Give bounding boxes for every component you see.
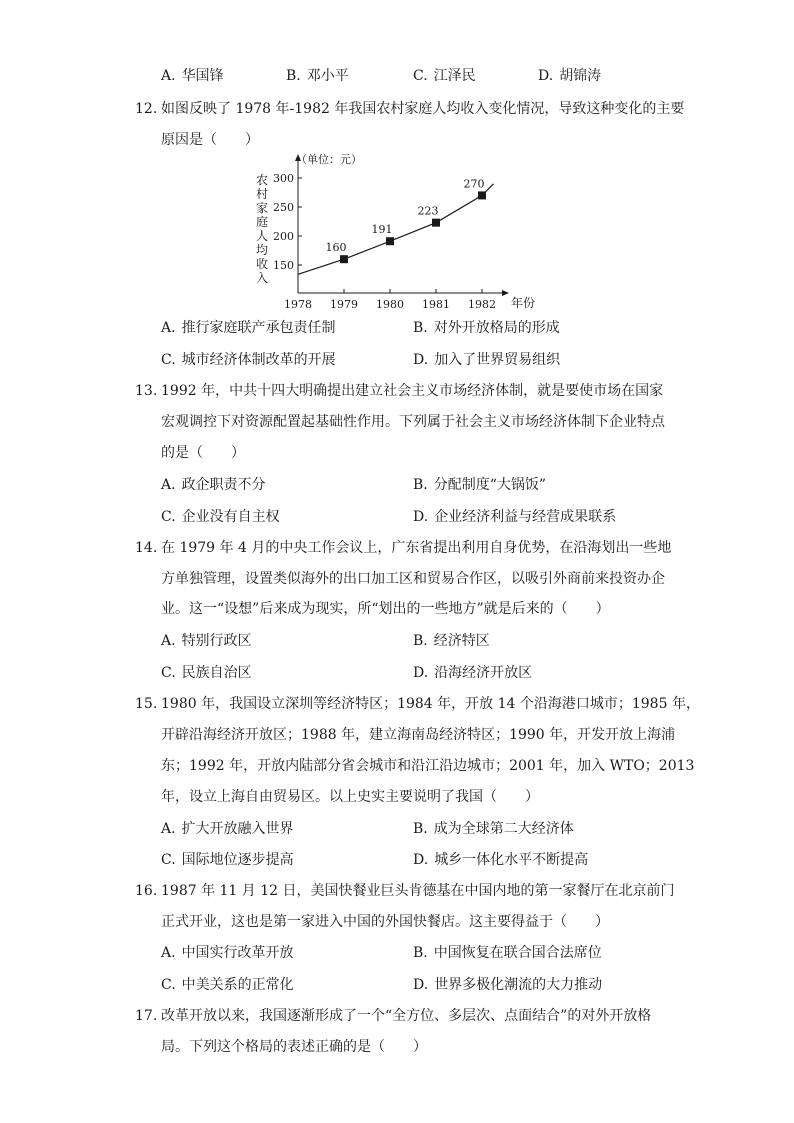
- y-axis-label-char: 农: [255, 173, 269, 187]
- y-tick-label: 200: [273, 230, 294, 243]
- y-axis-label-char: 村: [255, 187, 269, 201]
- x-tick-label: 1978: [284, 298, 312, 311]
- q14-stem-line-2: 方单独管理，设置类似海外的出口加工区和贸易合作区，以吸引外商前来投资办企: [161, 571, 665, 587]
- y-axis-label-char: 庭: [255, 215, 269, 229]
- q13-stem-line-2: 宏观调控下对资源配置起基础性作用。下列属于社会主义市场经济体制下企业特点: [161, 414, 665, 430]
- chart-ticks: [273, 172, 496, 311]
- q11-option-c: C. 江泽民: [413, 68, 476, 84]
- chart-axes: [295, 154, 509, 296]
- q15-option-b: B. 成为全球第二大经济体: [413, 821, 574, 837]
- q17-stem-line-2: 局。下列这个格局的表述正确的是（ ）: [161, 1039, 427, 1055]
- q14-option-d: D. 沿海经济开放区: [413, 665, 533, 681]
- data-point-marker: [386, 237, 394, 245]
- q13-option-b: B. 分配制度“大锅饭”: [413, 477, 547, 493]
- y-tick-label: 250: [273, 201, 294, 214]
- y-tick-label: 150: [273, 259, 294, 272]
- q13-stem-line-1: 13. 1992 年，中共十四大明确提出建立社会主义市场经济体制，就是要使市场在国家: [135, 383, 664, 399]
- chart-y-axis-label: [256, 173, 268, 285]
- q13-stem-line-3: 的是（ ）: [161, 445, 245, 461]
- x-axis-arrow: [502, 290, 509, 296]
- q14-stem-line-1: 14. 在 1979 年 4 月的中央工作会议上，广东省提出利用自身优势，在沿海划出一些地: [135, 540, 672, 556]
- question-number: 16.: [135, 883, 158, 899]
- data-point-label: 191: [371, 223, 393, 237]
- q12-option-b: B. 对外开放格局的形成: [413, 320, 560, 336]
- question-number: 17.: [135, 1008, 158, 1024]
- chart-unit-label: （单位：元）: [296, 153, 362, 166]
- q15-option-d: D. 城乡一体化水平不断提高: [413, 852, 589, 868]
- y-axis-label-char: 收: [255, 257, 269, 271]
- y-axis-label-char: 家: [255, 201, 269, 215]
- x-tick-label: 1979: [330, 298, 358, 311]
- chart-series: [298, 177, 494, 274]
- q15-stem-line-3: 东；1992 年，开放内陆部分省会城市和沿江沿边城市；2001 年，加入 WTO；2013: [161, 758, 695, 774]
- q16-option-d: D. 世界多极化潮流的大力推动: [413, 977, 603, 993]
- q12-option-c: C. 城市经济体制改革的开展: [161, 352, 336, 368]
- q16-stem-line-2: 正式开业，这也是第一家进入中国的外国快餐店。这主要得益于（ ）: [161, 914, 609, 930]
- chart-x-axis-label: 年份: [511, 296, 536, 310]
- q15-stem-line-1: 15. 1980 年，我国设立深圳等经济特区；1984 年，开放 14 个沿海港口城市；1985 年，: [135, 696, 700, 712]
- q13-option-c: C. 企业没有自主权: [161, 509, 280, 525]
- q14-option-a: A. 特别行政区: [161, 633, 252, 649]
- data-point-label: 270: [463, 177, 485, 191]
- q11-option-a: A. 华国锋: [161, 68, 224, 84]
- x-tick-label: 1982: [468, 298, 496, 311]
- q13-option-d: D. 企业经济利益与经营成果联系: [413, 509, 617, 525]
- q15-option-c: C. 国际地位逐步提高: [161, 852, 294, 868]
- q16-option-a: A. 中国实行改革开放: [161, 945, 294, 961]
- q12-option-d: D. 加入了世界贸易组织: [413, 352, 561, 368]
- q12-stem-line-1: 12. 如图反映了 1978 年-1982 年我国农村家庭人均收入变化情况，导致这种变化的主要: [135, 101, 685, 117]
- q14-option-c: C. 民族自治区: [161, 665, 252, 681]
- y-axis-label-char: 均: [255, 243, 269, 257]
- question-number: 12.: [135, 101, 158, 117]
- q12-option-a: A. 推行家庭联产承包责任制: [161, 320, 336, 336]
- q15-option-a: A. 扩大开放融入世界: [161, 821, 294, 837]
- y-axis-label-char: 入: [255, 271, 269, 285]
- q16-option-b: B. 中国恢复在联合国合法席位: [413, 945, 602, 961]
- y-axis-label-char: 人: [255, 229, 269, 243]
- q11-option-d: D. 胡锦涛: [538, 68, 602, 84]
- data-point-marker: [432, 219, 440, 227]
- data-point-label: 223: [417, 204, 439, 218]
- data-point-label: 160: [325, 241, 347, 255]
- question-number: 15.: [135, 696, 158, 712]
- q15-stem-line-2: 开辟沿海经济开放区；1988 年，建立海南岛经济特区；1990 年，开发开放上海浦: [161, 727, 676, 743]
- question-number: 14.: [135, 540, 158, 556]
- question-number: 13.: [135, 383, 158, 399]
- q14-option-b: B. 经济特区: [413, 633, 490, 649]
- y-tick-label: 300: [273, 172, 294, 185]
- q16-stem-line-1: 16. 1987 年 11 月 12 日，美国快餐业巨头肯德基在中国内地的第一家餐厅在北京前门: [135, 883, 675, 899]
- q11-option-b: B. 邓小平: [286, 68, 349, 84]
- data-point-marker: [340, 255, 348, 263]
- q14-stem-line-3: 业。这一“设想”后来成为现实，所“划出的一些地方”就是后来的（ ）: [161, 601, 610, 617]
- income-series-line: [298, 184, 494, 274]
- income-line-chart: [248, 148, 548, 318]
- data-point-marker: [478, 191, 486, 199]
- x-tick-label: 1981: [422, 298, 450, 311]
- x-tick-label: 1980: [376, 298, 404, 311]
- q13-option-a: A. 政企职责不分: [161, 477, 266, 493]
- q12-stem-line-2: 原因是（ ）: [161, 132, 259, 148]
- q17-stem-line-1: 17. 改革开放以来，我国逐渐形成了一个“全方位、多层次、点面结合”的对外开放格: [135, 1008, 652, 1024]
- q15-stem-line-4: 年，设立上海自由贸易区。以上史实主要说明了我国（ ）: [161, 789, 539, 805]
- q16-option-c: C. 中美关系的正常化: [161, 977, 294, 993]
